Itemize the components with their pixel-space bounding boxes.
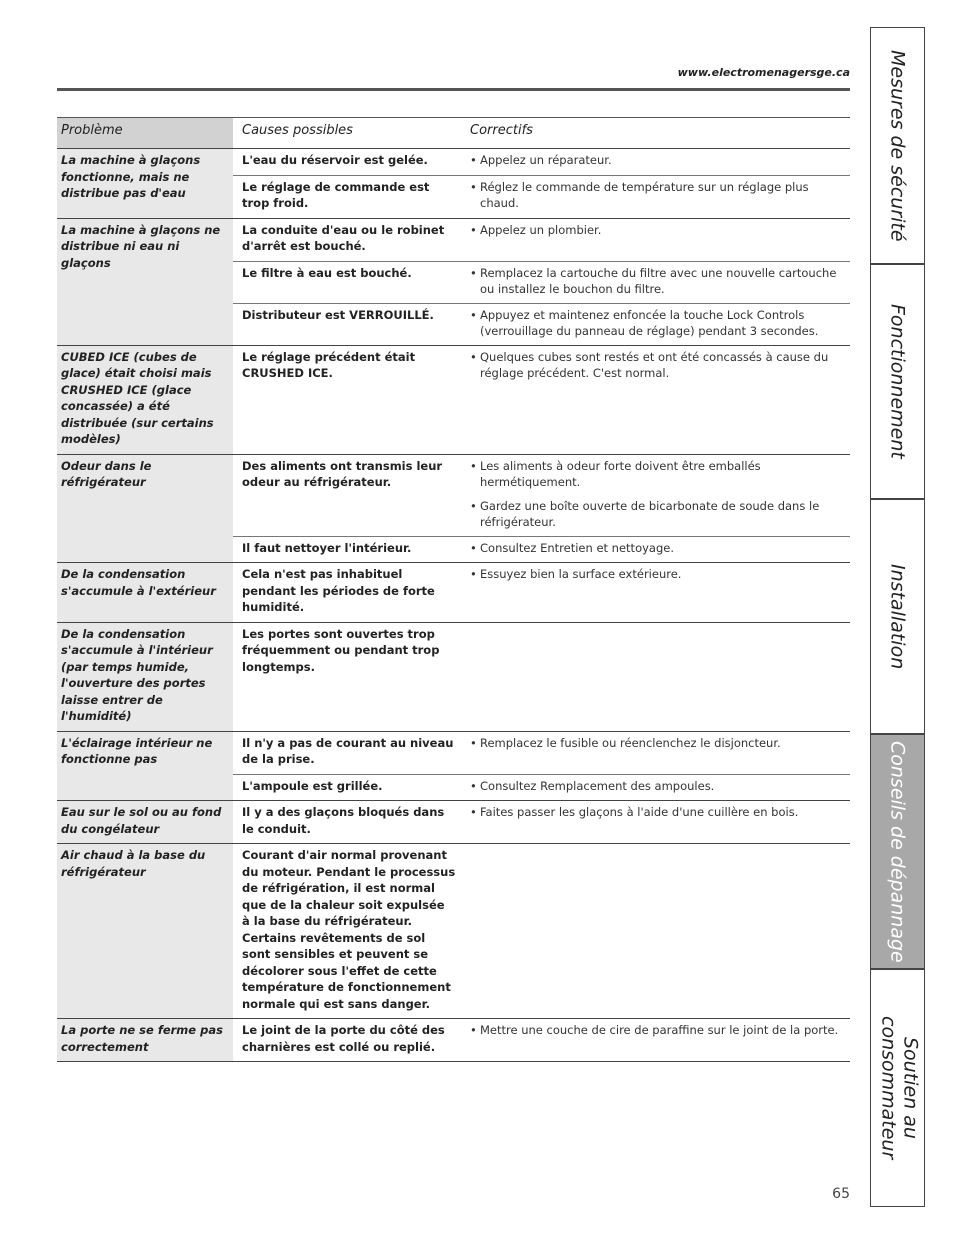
- problem-cell: La machine à glaçons fonctionne, mais ne distribue pas d'eau: [57, 149, 233, 218]
- bullet-icon: •: [470, 540, 477, 555]
- problem-cell: La porte ne se ferme pas correctement: [57, 1019, 233, 1061]
- cause-fix-row: [233, 175, 850, 218]
- bullet-icon: •: [470, 179, 477, 194]
- cause-cell: Les portes sont ouvertes trop fréquemment ou pendant trop longtemps.: [242, 626, 440, 674]
- header-causes: Causes possibles: [242, 123, 353, 138]
- fix-text: Consultez Remplacement des ampoules.: [480, 778, 715, 793]
- fix-item: [470, 566, 844, 582]
- cause-cell: L'ampoule est grillée.: [242, 778, 383, 793]
- fix-item: [470, 222, 844, 238]
- bullet-icon: •: [470, 349, 477, 364]
- fixes-cell: [462, 455, 850, 536]
- problem-cell: La machine à glaçons ne distribue ni eau ni glaçons: [57, 219, 233, 345]
- cause-fix-pairs: [233, 623, 850, 731]
- top-rule: [57, 88, 850, 91]
- cause-fix-row: [233, 219, 850, 261]
- table-body: [57, 149, 850, 1062]
- tab-mesures-de-securite[interactable]: [870, 27, 925, 264]
- table-header: [57, 118, 850, 149]
- fixes-cell: [462, 844, 850, 1018]
- fix-text: Appelez un réparateur.: [480, 153, 612, 167]
- fix-item: [470, 349, 844, 381]
- problem-cell: Odeur dans le réfrigérateur: [57, 455, 233, 563]
- bullet-icon: •: [470, 498, 477, 513]
- fixes-cell: [462, 346, 850, 388]
- fix-text: Mettre une couche de cire de paraffine sur le joint de la porte.: [480, 1023, 839, 1037]
- tab-label: Conseils de dépannage: [886, 740, 909, 963]
- problem-cell: Air chaud à la base du réfrigérateur: [57, 844, 233, 1018]
- bullet-icon: •: [470, 805, 477, 819]
- cause-fix-row: [233, 261, 850, 303]
- tab-label: Soutien au consommateur: [877, 1016, 922, 1160]
- cause-fix-row: [233, 563, 850, 622]
- fixes-cell: [462, 304, 850, 345]
- table-row: [57, 455, 850, 564]
- header-fixes: Correctifs: [470, 123, 533, 138]
- cause-fix-pairs: [233, 219, 850, 345]
- fix-text: Appelez un plombier.: [480, 222, 602, 237]
- table-row: [57, 732, 850, 802]
- cause-fix-pairs: [233, 149, 850, 218]
- tab-fonctionnement[interactable]: [870, 264, 925, 499]
- fix-text: Remplacez la cartouche du filtre avec une nouvelle cartouche ou installez le bouchon du filtre.: [480, 265, 837, 296]
- cause-fix-row: [233, 732, 850, 774]
- fix-text: Réglez le commande de température sur un réglage plus chaud.: [480, 179, 809, 210]
- fix-item: [470, 804, 844, 820]
- cause-fix-pairs: [233, 801, 850, 843]
- fixes-cell: [462, 1019, 850, 1061]
- fix-text: Appuyez et maintenez enfoncée la touche Lock Controls (verrouillage du panneau de réglage) pendant 3 secondes.: [480, 307, 819, 338]
- cause-fix-pairs: [233, 1019, 850, 1061]
- fixes-cell: [462, 176, 850, 218]
- fix-item: [470, 307, 844, 339]
- cause-fix-row: [233, 303, 850, 345]
- cause-fix-row: [233, 623, 850, 682]
- cause-cell: Distributeur est VERROUILLÉ.: [242, 307, 434, 322]
- problem-cell: L'éclairage intérieur ne fonctionne pas: [57, 732, 233, 801]
- table-row: [57, 563, 850, 623]
- fix-text: Consultez Entretien et nettoyage.: [480, 540, 674, 555]
- bullet-icon: •: [470, 458, 477, 473]
- cause-fix-row: [233, 1019, 850, 1061]
- cause-fix-row: [233, 774, 850, 801]
- bullet-icon: •: [470, 735, 477, 750]
- tab-label: Mesures de sécurité: [886, 49, 909, 242]
- fixes-cell: [462, 732, 850, 774]
- cause-cell: Il faut nettoyer l'intérieur.: [242, 540, 412, 555]
- fixes-cell: [462, 219, 850, 261]
- bullet-icon: •: [470, 153, 477, 167]
- fix-text: Gardez une boîte ouverte de bicarbonate de soude dans le réfrigérateur.: [480, 498, 820, 529]
- cause-cell: Le filtre à eau est bouché.: [242, 265, 412, 280]
- cause-fix-row: [233, 801, 850, 843]
- fix-text: Remplacez le fusible ou réenclenchez le disjoncteur.: [480, 735, 781, 750]
- fixes-cell: [462, 563, 850, 622]
- header-problem: Problème: [57, 118, 233, 148]
- cause-fix-row: [233, 149, 850, 175]
- problem-cell: CUBED ICE (cubes de glace) était choisi mais CRUSHED ICE (glace concassée) a été distribuée (sur certains modèles): [57, 346, 233, 454]
- fix-item: [470, 778, 844, 794]
- cause-fix-row: [233, 844, 850, 1018]
- side-tabs: [870, 27, 925, 1207]
- fix-item: [470, 458, 844, 490]
- cause-fix-pairs: [233, 732, 850, 801]
- cause-cell: Le réglage précédent était CRUSHED ICE.: [242, 349, 416, 380]
- fix-item: [470, 735, 844, 751]
- fix-item: [470, 265, 844, 297]
- page-number: 65: [832, 1186, 850, 1202]
- cause-fix-pairs: [233, 844, 850, 1018]
- fixes-cell: [462, 537, 850, 563]
- cause-cell: Courant d'air normal provenant du moteur. Pendant le processus de réfrigération, il est normal que de la chaleur soit expulsée à la base du réfrigérateur. Certains revêtements de sol sont sensibles et peuvent se décolorer sous l'effet de cette température de fonctionnement normale qui est sans danger.: [242, 848, 456, 1011]
- fixes-cell: [462, 775, 850, 801]
- fix-item: [470, 152, 844, 168]
- fix-item: [470, 498, 844, 530]
- bullet-icon: •: [470, 778, 477, 793]
- cause-cell: Des aliments ont transmis leur odeur au réfrigérateur.: [242, 458, 443, 489]
- table-row: [57, 346, 850, 455]
- fix-item: [470, 540, 844, 556]
- troubleshooting-table: [57, 117, 850, 1062]
- table-row: [57, 801, 850, 844]
- cause-cell: Il y a des glaçons bloqués dans le conduit.: [242, 805, 445, 836]
- bullet-icon: •: [470, 265, 477, 280]
- cause-fix-pairs: [233, 346, 850, 454]
- bullet-icon: •: [470, 222, 477, 237]
- tab-label: Fonctionnement: [886, 304, 909, 459]
- bullet-icon: •: [470, 1023, 477, 1037]
- cause-cell: Le réglage de commande est trop froid.: [242, 179, 430, 210]
- tab-conseils-de-depannage[interactable]: [870, 734, 925, 969]
- fix-text: Faites passer les glaçons à l'aide d'une cuillère en bois.: [480, 805, 799, 819]
- table-row: [57, 219, 850, 346]
- fix-text: Les aliments à odeur forte doivent être emballés hermétiquement.: [480, 458, 761, 489]
- bullet-icon: •: [470, 307, 477, 322]
- cause-fix-row: [233, 346, 850, 388]
- table-row: [57, 149, 850, 219]
- tab-label: Installation: [886, 563, 909, 670]
- cause-fix-row: [233, 536, 850, 563]
- table-row: [57, 1019, 850, 1062]
- cause-cell: La conduite d'eau ou le robinet d'arrêt est bouché.: [242, 222, 445, 253]
- fix-item: [470, 1022, 844, 1038]
- fixes-cell: [462, 262, 850, 303]
- cause-fix-pairs: [233, 455, 850, 563]
- table-row: [57, 623, 850, 732]
- cause-cell: Cela n'est pas inhabituel pendant les périodes de forte humidité.: [242, 567, 435, 614]
- problem-cell: De la condensation s'accumule à l'intérieur (par temps humide, l'ouverture des portes laisse entrer de l'humidité): [57, 623, 233, 731]
- fix-item: [470, 179, 844, 211]
- tab-soutien-au-consommateur[interactable]: [870, 969, 925, 1207]
- fix-text: Essuyez bien la surface extérieure.: [480, 567, 682, 581]
- fixes-cell: [462, 801, 850, 843]
- fix-text: Quelques cubes sont restés et ont été concassés à cause du réglage précédent. C'est normal.: [480, 349, 829, 380]
- fixes-cell: [462, 623, 850, 682]
- cause-cell: Il n'y a pas de courant au niveau de la prise.: [242, 735, 454, 766]
- problem-cell: De la condensation s'accumule à l'extérieur: [57, 563, 233, 622]
- table-row: [57, 844, 850, 1019]
- problem-cell: Eau sur le sol ou au fond du congélateur: [57, 801, 233, 843]
- cause-fix-row: [233, 455, 850, 536]
- cause-cell: Le joint de la porte du côté des charnières est collé ou replié.: [242, 1023, 445, 1054]
- cause-fix-pairs: [233, 563, 850, 622]
- fixes-cell: [462, 149, 850, 175]
- site-url: www.electromenagersge.ca: [677, 66, 850, 79]
- tab-installation[interactable]: [870, 499, 925, 734]
- cause-cell: L'eau du réservoir est gelée.: [242, 153, 428, 167]
- bullet-icon: •: [470, 567, 477, 581]
